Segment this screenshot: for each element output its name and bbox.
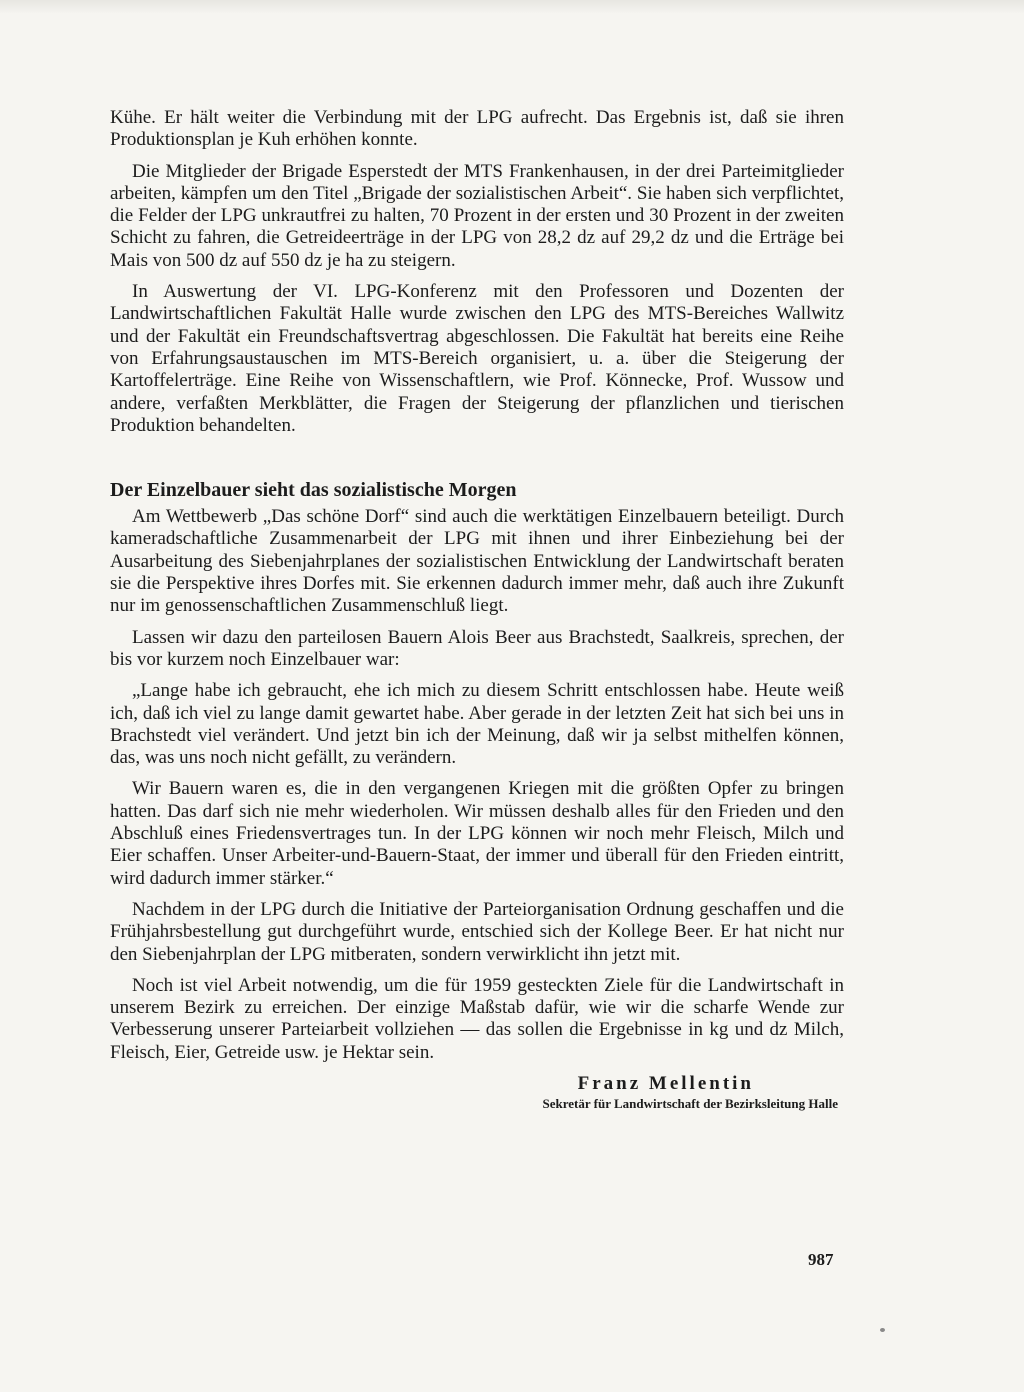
paper-speck — [880, 1328, 885, 1332]
article-body — [110, 107, 844, 1113]
author-name: Franz Mellentin — [577, 1072, 754, 1094]
author-role: Sekretär für Landwirtschaft der Bezirksleitung Halle — [542, 1095, 838, 1111]
paragraph-brigade: Die Mitglieder der Brigade Esperstedt der MTS Frankenhausen, in der drei Parteimitglieder arbeiten, kämpfen um den Titel „Brigade der sozialistischen Arbeit“. Sie haben sich verpflichtet, die Felder der LPG unkrautfrei zu halten, 70 Prozent in der ersten und 30 Prozent in der zweiten Schicht zu fahren, die Getreideerträge in der LPG von 28,2 dz auf 29,2 dz und die Erträge bei Mais von 500 dz auf 550 dz je ha zu steigern. — [110, 160, 844, 271]
paragraph-quote-2: Wir Bauern waren es, die in den vergangenen Kriegen mit die größten Opfer zu bringen hatten. Das darf sich nie mehr wiederholen. Wir müssen deshalb alles für den Frieden und den Abschluß eines Friedensvertrages tun. In der LPG können wir noch mehr Fleisch, Milch und Eier schaffen. Unser Arbeiter-und-Bauern-Staat, der immer und überall für den Frieden eintritt, wird dadurch immer stärker.“ — [110, 778, 844, 889]
page-number: 987 — [808, 1250, 834, 1269]
page-edge-shade — [0, 0, 1024, 14]
paragraph-quote-1: „Lange habe ich gebraucht, ehe ich mich zu diesem Schritt entschlossen habe. Heute weiß ich, daß ich viel zu lange damit gewartet habe. Aber gerade in der letzten Zeit hat sich bei uns in Brachstedt viel verändert. Und jetzt bin ich der Meinung, daß wir ja selbst mithelfen können, das, was uns noch nicht gefällt, zu verändern. — [110, 680, 844, 769]
paragraph-competition: Am Wettbewerb „Das schöne Dorf“ sind auch die werktätigen Einzelbauern beteiligt. Durch kameradschaftliche Zusammenarbeit der LPG mit ihnen und ihrer Einbeziehung bei der Ausarbeitung des Siebenjahrplanes der sozialistischen Entwicklung der Landwirtschaft beraten sie die Perspektive ihres Dorfes mit. Sie erkennen dadurch immer mehr, daß auch ihre Zukunft nur im genossenschaftlichen Zusammenschluß liegt. — [110, 506, 844, 617]
paragraph-intro-quote: Lassen wir dazu den parteilosen Bauern Alois Beer aus Brachstedt, Saalkreis, sprechen, der bis vor kurzem noch Einzelbauer war: — [110, 626, 844, 670]
paragraph-faculty: In Auswertung der VI. LPG-Konferenz mit den Professoren und Dozenten der Landwirtschaftlichen Fakultät Halle wurde zwischen den LPG des MTS-Bereiches Wallwitz und der Fakultät ein Freundschaftsvertrag abgeschlossen. Die Fakultät hat bereits eine Reihe von Erfahrungsaustauschen im MTS-Bereich organisiert, u. a. über die Steigerung der Kartoffelerträge. Eine Reihe von Wissenschaftlern, wie Prof. Könnecke, Prof. Wussow und andere, verfaßten Merkblätter, die Fragen der Steigerung der pflanzlichen und tierischen Produktion behandelten. — [110, 281, 844, 436]
paragraph-continuation: Kühe. Er hält weiter die Verbindung mit der LPG aufrecht. Das Ergebnis ist, daß sie ihren Produktionsplan je Kuh erhöhen konnte. — [110, 107, 844, 151]
paragraph-conclusion: Noch ist viel Arbeit notwendig, um die für 1959 gesteckten Ziele für die Landwirtschaft in unserem Bezirk zu erreichen. Der einzige Maßstab dafür, wie wir die scharfe Wende zur Verbesserung unserer Parteiarbeit vollziehen — das sollen die Ergebnisse in kg und dz Milch, Fleisch, Eier, Getreide usw. je Hektar sein. — [110, 974, 844, 1063]
section-heading: Der Einzelbauer sieht das sozialistische Morgen — [110, 479, 517, 502]
paragraph-decision: Nachdem in der LPG durch die Initiative der Parteiorganisation Ordnung geschaffen und die Frühjahrsbestellung gut durchgeführt wurde, entschied sich der Kollege Beer. Er hat nicht nur den Siebenjahrplan der LPG mitberaten, sondern verwirklicht ihn jetzt mit. — [110, 898, 844, 965]
